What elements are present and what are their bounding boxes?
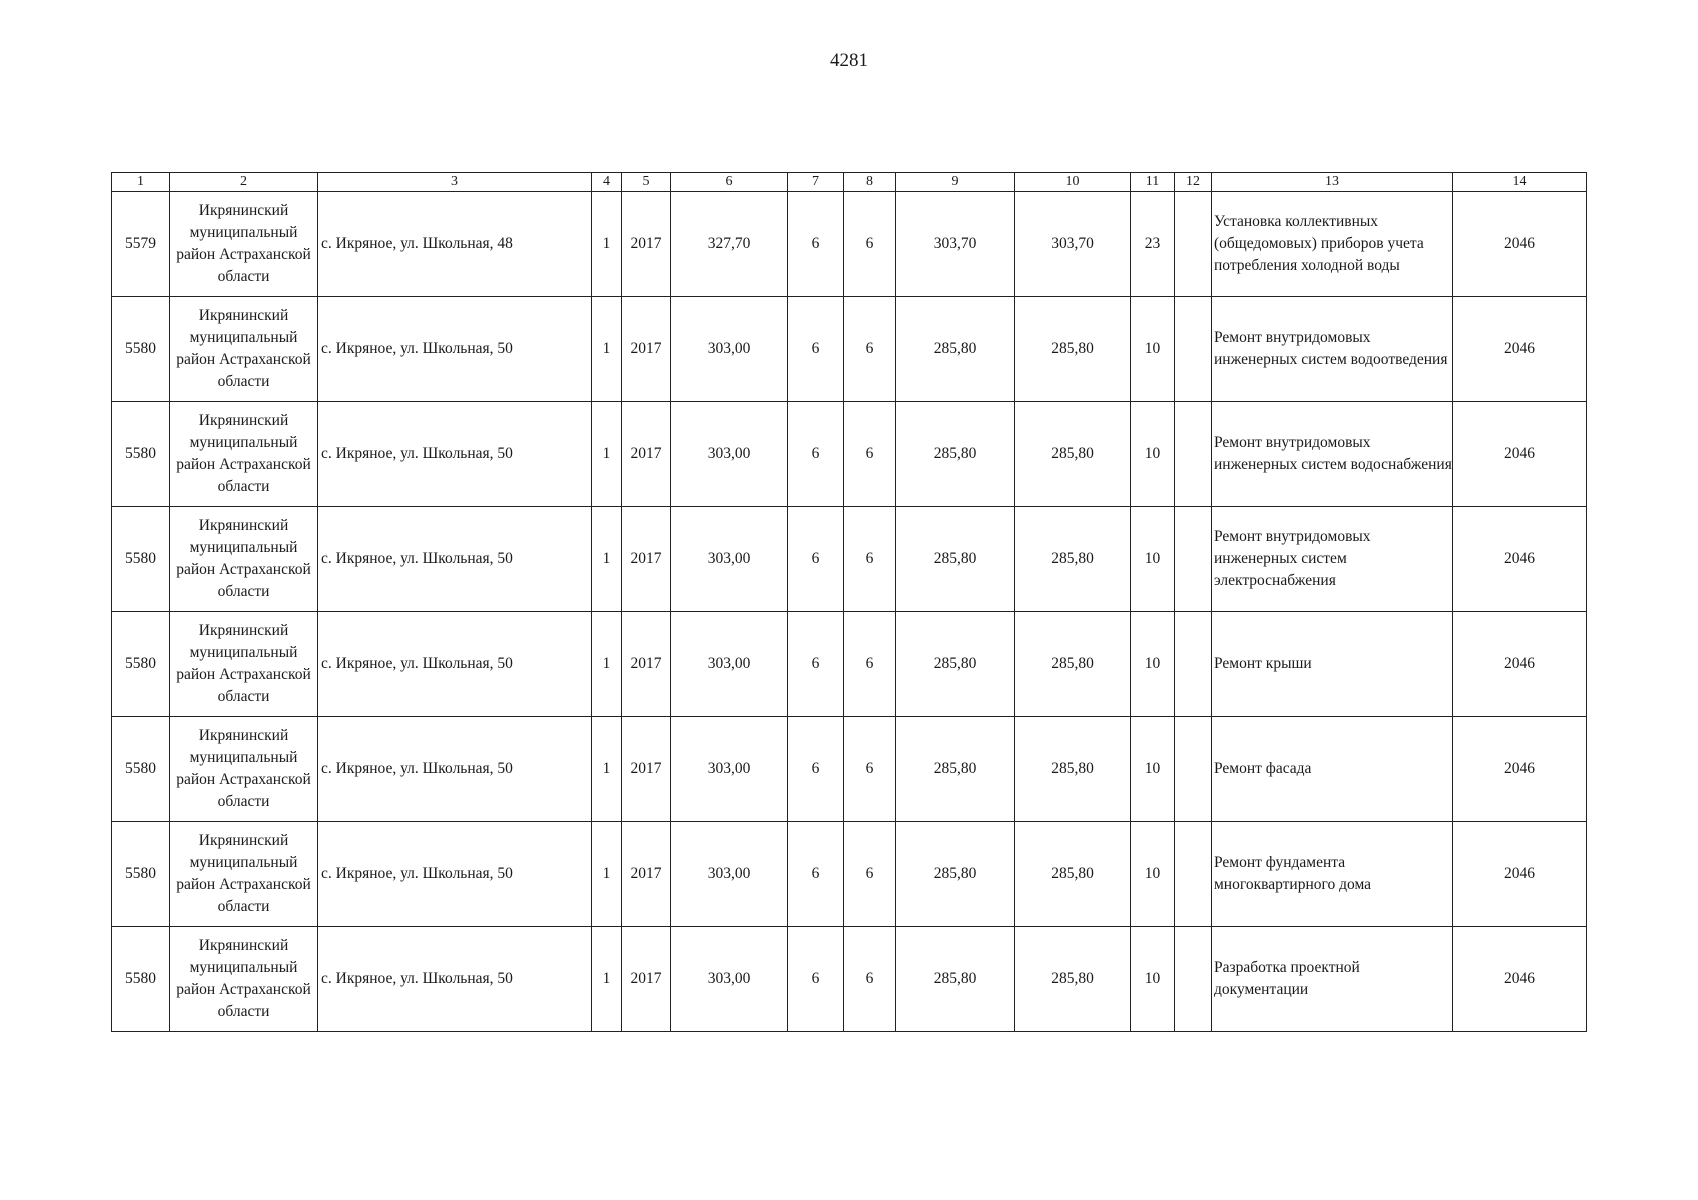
col14-cell: 2046	[1453, 927, 1587, 1032]
work-type-cell: Установка коллективных (общедомовых) приборов учета потребления холодной воды	[1212, 192, 1453, 297]
col6-cell: 303,00	[671, 297, 788, 402]
col10-cell: 285,80	[1015, 927, 1131, 1032]
row-id-cell: 5580	[112, 402, 170, 507]
col8-cell: 6	[844, 192, 896, 297]
col6-cell: 303,00	[671, 402, 788, 507]
year-cell: 2017	[622, 927, 671, 1032]
address-cell: с. Икряное, ул. Школьная, 50	[318, 822, 592, 927]
page-number: 4281	[830, 50, 868, 71]
address-cell: с. Икряное, ул. Школьная, 50	[318, 297, 592, 402]
col14-cell: 2046	[1453, 297, 1587, 402]
municipality-cell: Икрянинский муниципальный район Астраханской области	[170, 927, 318, 1032]
col11-cell: 10	[1131, 717, 1175, 822]
col9-cell: 285,80	[896, 927, 1015, 1032]
col7-cell: 6	[788, 507, 844, 612]
col9-cell: 285,80	[896, 717, 1015, 822]
col4-cell: 1	[592, 402, 622, 507]
table-row	[112, 192, 1587, 297]
col11-cell: 10	[1131, 507, 1175, 612]
column-header: 4	[592, 173, 622, 192]
col8-cell: 6	[844, 612, 896, 717]
work-type-cell: Ремонт внутридомовых инженерных систем электроснабжения	[1212, 507, 1453, 612]
col10-cell: 285,80	[1015, 717, 1131, 822]
col6-cell: 303,00	[671, 507, 788, 612]
col8-cell: 6	[844, 297, 896, 402]
header-row	[112, 173, 1587, 192]
work-type-cell: Разработка проектной документации	[1212, 927, 1453, 1032]
column-header: 7	[788, 173, 844, 192]
year-cell: 2017	[622, 507, 671, 612]
col9-cell: 285,80	[896, 507, 1015, 612]
column-header: 13	[1212, 173, 1453, 192]
column-header: 8	[844, 173, 896, 192]
col6-cell: 303,00	[671, 717, 788, 822]
row-id-cell: 5579	[112, 192, 170, 297]
row-id-cell: 5580	[112, 717, 170, 822]
table-row	[112, 402, 1587, 507]
column-header: 9	[896, 173, 1015, 192]
col12-cell	[1175, 507, 1212, 612]
address-cell: с. Икряное, ул. Школьная, 50	[318, 402, 592, 507]
col12-cell	[1175, 717, 1212, 822]
year-cell: 2017	[622, 297, 671, 402]
col9-cell: 285,80	[896, 822, 1015, 927]
column-header: 11	[1131, 173, 1175, 192]
row-id-cell: 5580	[112, 297, 170, 402]
col12-cell	[1175, 192, 1212, 297]
column-header: 1	[112, 173, 170, 192]
registry-table	[111, 172, 1587, 1032]
year-cell: 2017	[622, 402, 671, 507]
col8-cell: 6	[844, 927, 896, 1032]
column-header: 3	[318, 173, 592, 192]
municipality-cell: Икрянинский муниципальный район Астраханской области	[170, 402, 318, 507]
col10-cell: 303,70	[1015, 192, 1131, 297]
col4-cell: 1	[592, 717, 622, 822]
col11-cell: 10	[1131, 297, 1175, 402]
col9-cell: 285,80	[896, 402, 1015, 507]
col4-cell: 1	[592, 927, 622, 1032]
work-type-cell: Ремонт внутридомовых инженерных систем водоснабжения	[1212, 402, 1453, 507]
col9-cell: 303,70	[896, 192, 1015, 297]
col9-cell: 285,80	[896, 297, 1015, 402]
col4-cell: 1	[592, 822, 622, 927]
col8-cell: 6	[844, 822, 896, 927]
col4-cell: 1	[592, 297, 622, 402]
year-cell: 2017	[622, 192, 671, 297]
column-header: 12	[1175, 173, 1212, 192]
col10-cell: 285,80	[1015, 822, 1131, 927]
table-row	[112, 822, 1587, 927]
col6-cell: 303,00	[671, 822, 788, 927]
row-id-cell: 5580	[112, 612, 170, 717]
work-type-cell: Ремонт фасада	[1212, 717, 1453, 822]
row-id-cell: 5580	[112, 822, 170, 927]
col11-cell: 10	[1131, 822, 1175, 927]
col14-cell: 2046	[1453, 507, 1587, 612]
col14-cell: 2046	[1453, 192, 1587, 297]
column-header: 2	[170, 173, 318, 192]
table-row	[112, 717, 1587, 822]
col10-cell: 285,80	[1015, 507, 1131, 612]
col8-cell: 6	[844, 402, 896, 507]
row-id-cell: 5580	[112, 507, 170, 612]
address-cell: с. Икряное, ул. Школьная, 48	[318, 192, 592, 297]
table-row	[112, 507, 1587, 612]
column-header: 6	[671, 173, 788, 192]
col8-cell: 6	[844, 717, 896, 822]
col7-cell: 6	[788, 717, 844, 822]
col8-cell: 6	[844, 507, 896, 612]
col10-cell: 285,80	[1015, 612, 1131, 717]
municipality-cell: Икрянинский муниципальный район Астраханской области	[170, 507, 318, 612]
municipality-cell: Икрянинский муниципальный район Астраханской области	[170, 612, 318, 717]
col14-cell: 2046	[1453, 717, 1587, 822]
col14-cell: 2046	[1453, 402, 1587, 507]
column-header: 5	[622, 173, 671, 192]
col7-cell: 6	[788, 612, 844, 717]
row-id-cell: 5580	[112, 927, 170, 1032]
address-cell: с. Икряное, ул. Школьная, 50	[318, 507, 592, 612]
col7-cell: 6	[788, 192, 844, 297]
col4-cell: 1	[592, 507, 622, 612]
work-type-cell: Ремонт внутридомовых инженерных систем водоотведения	[1212, 297, 1453, 402]
address-cell: с. Икряное, ул. Школьная, 50	[318, 612, 592, 717]
municipality-cell: Икрянинский муниципальный район Астраханской области	[170, 822, 318, 927]
col6-cell: 303,00	[671, 612, 788, 717]
col7-cell: 6	[788, 822, 844, 927]
table-row	[112, 297, 1587, 402]
column-header: 10	[1015, 173, 1131, 192]
year-cell: 2017	[622, 717, 671, 822]
table-row	[112, 927, 1587, 1032]
col12-cell	[1175, 822, 1212, 927]
table-body	[112, 192, 1587, 1032]
municipality-cell: Икрянинский муниципальный район Астраханской области	[170, 717, 318, 822]
col9-cell: 285,80	[896, 612, 1015, 717]
col4-cell: 1	[592, 192, 622, 297]
col14-cell: 2046	[1453, 612, 1587, 717]
address-cell: с. Икряное, ул. Школьная, 50	[318, 717, 592, 822]
col10-cell: 285,80	[1015, 402, 1131, 507]
year-cell: 2017	[622, 612, 671, 717]
col7-cell: 6	[788, 297, 844, 402]
col10-cell: 285,80	[1015, 297, 1131, 402]
col12-cell	[1175, 297, 1212, 402]
municipality-cell: Икрянинский муниципальный район Астраханской области	[170, 192, 318, 297]
col4-cell: 1	[592, 612, 622, 717]
col11-cell: 10	[1131, 402, 1175, 507]
col12-cell	[1175, 402, 1212, 507]
table-row	[112, 612, 1587, 717]
col11-cell: 10	[1131, 612, 1175, 717]
col14-cell: 2046	[1453, 822, 1587, 927]
col12-cell	[1175, 612, 1212, 717]
col6-cell: 327,70	[671, 192, 788, 297]
col12-cell	[1175, 927, 1212, 1032]
col11-cell: 23	[1131, 192, 1175, 297]
col6-cell: 303,00	[671, 927, 788, 1032]
municipality-cell: Икрянинский муниципальный район Астраханской области	[170, 297, 318, 402]
column-header: 14	[1453, 173, 1587, 192]
work-type-cell: Ремонт фундамента многоквартирного дома	[1212, 822, 1453, 927]
col11-cell: 10	[1131, 927, 1175, 1032]
year-cell: 2017	[622, 822, 671, 927]
col7-cell: 6	[788, 927, 844, 1032]
col7-cell: 6	[788, 402, 844, 507]
address-cell: с. Икряное, ул. Школьная, 50	[318, 927, 592, 1032]
work-type-cell: Ремонт крыши	[1212, 612, 1453, 717]
